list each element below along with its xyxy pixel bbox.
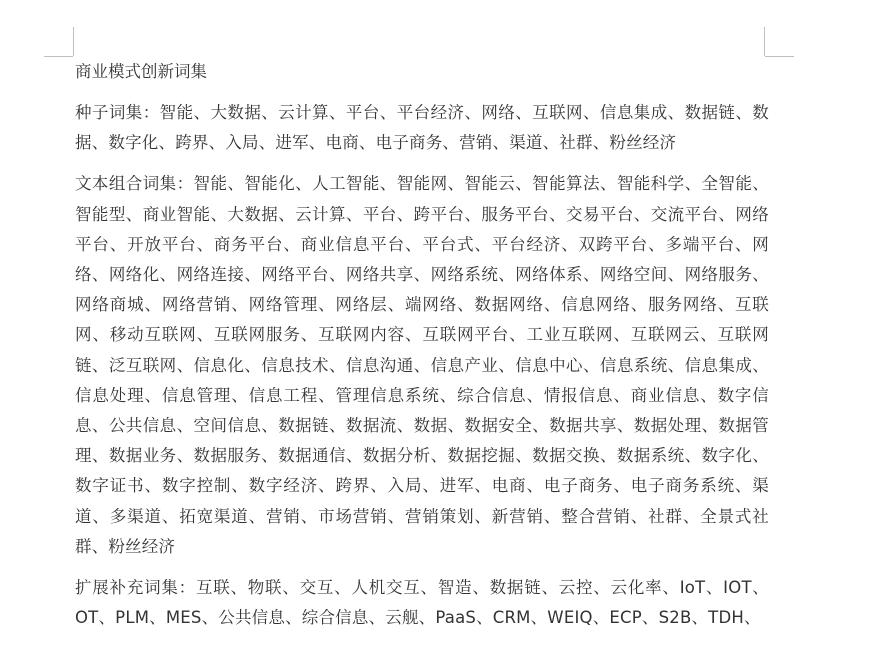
- crop-mark-top-left-vertical: [73, 27, 74, 56]
- crop-mark-top-left-horizontal: [44, 56, 73, 57]
- document-title: 商业模式创新词集: [75, 62, 207, 81]
- seed-word-set-paragraph: 种子词集：智能、大数据、云计算、平台、平台经济、网络、互联网、信息集成、数据链、数据、数字化、跨界、入局、进军、电商、电子商务、营销、渠道、社群、粉丝经济: [75, 103, 769, 153]
- extended-word-set-paragraph: 扩展补充词集：互联、物联、交互、人机交互、智造、数据链、云控、云化率、IoT、IOT、OT、PLM、MES、公共信息、综合信息、云舰、PaaS、CRM、WEIQ、ECP、S2B、TDH、: [75, 578, 769, 628]
- crop-mark-top-right-horizontal: [765, 56, 794, 57]
- document-body[interactable]: [75, 57, 769, 644]
- crop-mark-top-right-vertical: [764, 27, 765, 56]
- text-combination-word-set-paragraph: 文本组合词集：智能、智能化、人工智能、智能网、智能云、智能算法、智能科学、全智能、智能型、商业智能、大数据、云计算、平台、跨平台、服务平台、交易平台、交流平台、网络平台、开放平台、商务平台、商业信息平台、平台式、平台经济、双跨平台、多端平台、网络、网络化、网络连接、网络平台、网络共享、网络系统、网络体系、网络空间、网络服务、网络商城、网络营销、网络管理、网络层、端网络、数据网络、信息网络、服务网络、互联网、移动互联网、互联网服务、互联网内容、互联网平台、工业互联网、互联网云、互联网链、泛互联网、信息化、信息技术、信息沟通、信息产业、信息中心、信息系统、信息集成、信息处理、信息管理、信息工程、管理信息系统、综合信息、情报信息、商业信息、数字信息、公共信息、空间信息、数据链、数据流、数据、数据安全、数据共享、数据处理、数据管理、数据业务、数据服务、数据通信、数据分析、数据挖掘、数据交换、数据系统、数字化、数字证书、数字控制、数字经济、跨界、入局、进军、电商、电子商务、电子商务系统、渠道、多渠道、拓宽渠道、营销、市场营销、营销策划、新营销、整合营销、社群、全景式社群、粉丝经济: [75, 174, 769, 556]
